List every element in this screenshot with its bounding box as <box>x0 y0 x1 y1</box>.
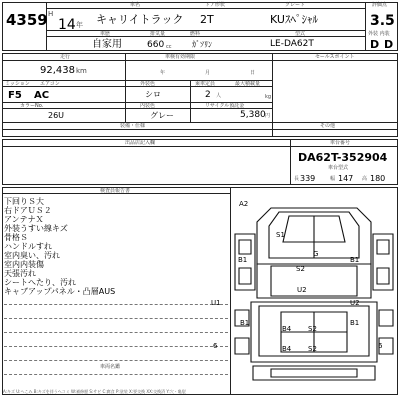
note-line: キャブアップパネル・凸層AUS <box>4 287 116 296</box>
note-line: アンテナＸ <box>4 215 44 224</box>
grade: KUｽﾍﾟｼｬﾙ <box>270 13 318 26</box>
dim-l: 339 <box>300 174 316 183</box>
note-line: 外装うすい線キズ <box>4 224 68 233</box>
color-code-label: カラーNo. <box>20 103 44 109</box>
model-year: 14 <box>58 17 76 33</box>
damage-mark: S2 <box>308 325 317 333</box>
damage-mark: 6 <box>378 342 383 350</box>
mileage-label: 走行 <box>60 54 71 60</box>
inspection-day-unit: 日 <box>250 70 256 76</box>
score: 3.5 <box>370 13 395 29</box>
note-line: 室内内装傷 <box>4 260 44 269</box>
sales-point-label: セールスポイント <box>315 54 355 60</box>
chassis-sub-label: 車台型式 <box>328 165 349 171</box>
bottom-label: 車両名鑑 <box>100 364 121 370</box>
chassis-label: 車台番号 <box>330 140 351 146</box>
chassis-number: DA62T-352904 <box>298 151 388 164</box>
shift-label: ミッション <box>5 81 30 87</box>
damage-mark: S2 <box>296 265 305 273</box>
recycle-label: リサイクル預託金 <box>205 103 245 109</box>
fuel-label: 燃料 <box>190 31 201 37</box>
car-name: キャリイトラック <box>96 13 184 26</box>
model-code: LE-DA62T <box>270 39 314 49</box>
int-color-label: 内装色 <box>140 103 156 109</box>
grade-label: グレード <box>285 2 306 8</box>
door-type: 2T <box>200 13 214 26</box>
color-label: 外装色 <box>140 81 156 87</box>
color-code: 26U <box>48 111 65 120</box>
damage-mark: U2 <box>297 286 307 294</box>
year-unit: 年 <box>76 21 83 29</box>
note-line: 室内臭い、汚れ <box>4 251 60 260</box>
notes-title: 検査員報告書 <box>100 188 131 194</box>
inspection-month-unit: 月 <box>205 70 211 76</box>
usage-label: 車歴 <box>100 31 111 37</box>
shift: F5 <box>8 90 22 101</box>
fuel: ｶﾞｿﾘﾝ <box>192 40 212 49</box>
color: シロ <box>145 90 161 99</box>
capacity-unit: 人 <box>216 93 222 99</box>
load-unit: kg <box>265 94 272 100</box>
option-label: その他 <box>320 123 336 129</box>
damage-mark: S2 <box>308 345 317 353</box>
aircon: AC <box>34 90 50 101</box>
damage-mark: 6 <box>213 342 218 350</box>
damage-mark: B1 <box>238 256 248 264</box>
door-label: ドア形状 <box>205 2 225 8</box>
legend-footer: A:キズ U:へこみ B:キズを伴うヘコミ W:補修歴 S:サビ C:腐食 P:塗装 X:要交換 XX:交換済 Y:穴・亀裂 <box>3 389 186 394</box>
note-line: 右ドアＵＳ２ <box>4 206 52 215</box>
score-label: 評価点 <box>372 2 388 8</box>
dim-w-label: 幅 <box>330 176 336 182</box>
usage: 自家用 <box>92 39 122 50</box>
note-line: 骨格Ｓ <box>4 233 28 242</box>
inspection-label: 車検有効期限 <box>165 54 196 60</box>
car-damage-diagram <box>231 194 397 386</box>
dim-h: 180 <box>370 174 386 183</box>
dim-l-label: 長 <box>294 176 300 182</box>
damage-mark: S1 <box>276 231 285 239</box>
damage-mark: U1 <box>211 299 221 307</box>
damage-mark: B1 <box>350 319 360 327</box>
damage-mark: B1 <box>240 319 250 327</box>
mileage-unit: km <box>76 67 87 75</box>
ext-int-label: 外装 内装 <box>368 31 390 37</box>
displacement-unit: cc <box>166 44 172 50</box>
car-name-label: 車名 <box>130 2 141 8</box>
lot-number: 4359 <box>6 11 48 29</box>
damage-mark: B4 <box>282 325 292 333</box>
interior-grade: D <box>384 38 394 51</box>
inspection-year-unit: 年 <box>160 70 166 76</box>
recycle-fee: 5,380 <box>240 110 266 120</box>
remarks-label: 装備・仕様 <box>120 123 146 129</box>
note-line: 天張汚れ <box>4 269 36 278</box>
displacement-label: 排気量 <box>150 31 166 37</box>
dim-h-label: 高 <box>362 176 368 182</box>
damage-mark: U2 <box>350 299 360 307</box>
damage-mark: A2 <box>239 200 249 208</box>
load-label: 最大積載量 <box>235 81 261 87</box>
int-color: グレー <box>150 111 174 120</box>
capacity: 2 <box>205 90 211 100</box>
capacity-label: 乗車定員 <box>195 81 216 87</box>
aircon-label: エアコン <box>40 81 60 87</box>
note-line: ハンドルすれ <box>4 242 52 251</box>
displacement: 660 <box>147 40 165 50</box>
dim-w: 147 <box>338 174 354 183</box>
mileage: 92,438 <box>40 65 75 76</box>
recycle-unit: 円 <box>265 113 271 119</box>
damage-mark: G <box>313 250 319 258</box>
dealer-label: 出品店記入欄 <box>125 140 156 146</box>
year-prefix: H <box>48 10 54 18</box>
model-label: 型式 <box>295 31 306 37</box>
note-line: 下回りＳ大 <box>4 197 44 206</box>
damage-mark: B4 <box>282 345 292 353</box>
damage-mark: B1 <box>350 256 360 264</box>
note-line: シートへたり、汚れ <box>4 278 76 287</box>
exterior-grade: D <box>370 38 380 51</box>
